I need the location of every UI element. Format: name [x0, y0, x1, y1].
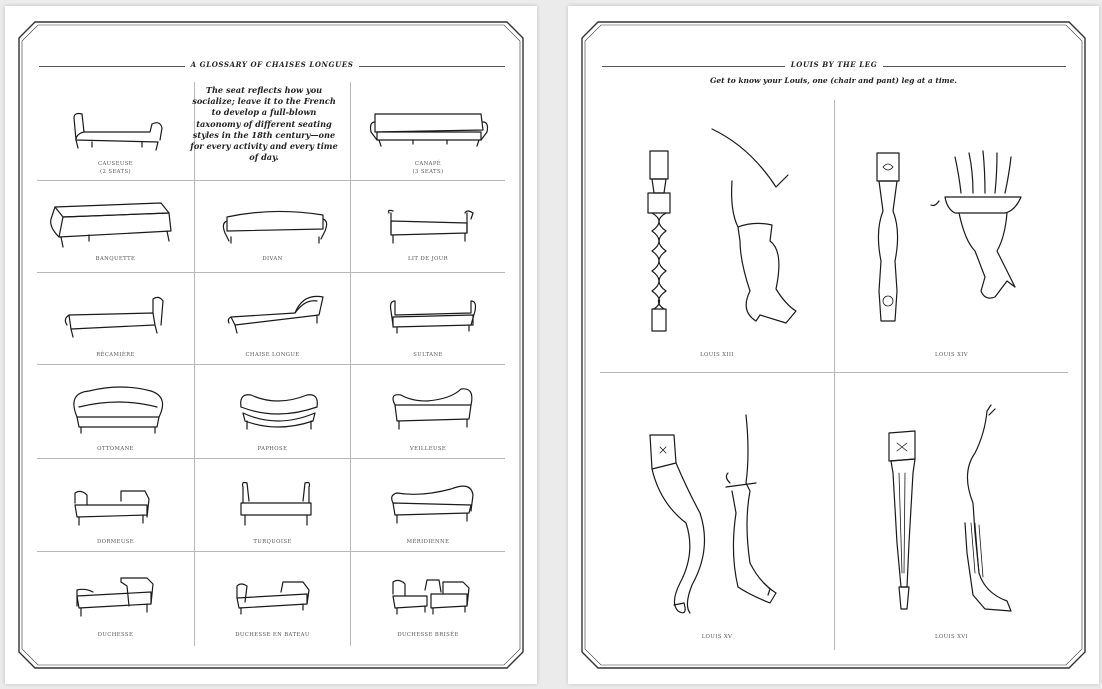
item-label: CANAPÉ — [414, 161, 442, 167]
item-label: LOUIS XIII — [700, 352, 734, 358]
louis-item — [600, 373, 834, 650]
louis-item — [835, 373, 1068, 650]
item-label: LIT DE JOUR — [408, 256, 448, 262]
louis-title: LOUIS BY THE LEG — [785, 60, 884, 69]
item-label: SULTANE — [413, 352, 443, 358]
item-label: DORMEUSE — [96, 539, 135, 545]
louis-xiii-legs-icon — [600, 101, 834, 372]
item-sublabel: (2 SEATS) — [100, 169, 131, 175]
item-label: PAPHOSE — [257, 446, 288, 452]
glossary-item — [37, 181, 194, 272]
item-label: DUCHESSE BRISÉE — [397, 632, 459, 638]
louis-xvi-legs-icon — [835, 373, 1068, 650]
item-label: MÉRIDIENNE — [406, 539, 450, 545]
item-label: TURQUOISE — [253, 539, 292, 545]
louis-xiv-legs-icon — [835, 101, 1068, 372]
item-label: CHAISE LONGUE — [245, 352, 300, 358]
glossary-item — [351, 459, 505, 551]
glossary-item — [351, 82, 505, 180]
item-label: VEILLEUSE — [409, 446, 447, 452]
glossary-title: A GLOSSARY OF CHAISES LONGUES — [185, 60, 360, 69]
louis-page — [568, 6, 1099, 684]
glossary-intro: The seat reflects how you socialize; leave it to the French to develop a full-blown taxonomy of different seating styles in the 18th century—one for every activity and every time of day. — [190, 85, 338, 163]
glossary-item — [351, 181, 505, 272]
louis-item — [600, 101, 834, 372]
item-label: LOUIS XVI — [934, 634, 969, 640]
glossary-item — [37, 552, 194, 646]
item-label: DIVAN — [262, 256, 283, 262]
glossary-item — [37, 459, 194, 551]
item-label: RÉCAMIÈRE — [96, 352, 135, 358]
glossary-item — [351, 273, 505, 364]
item-label: DUCHESSE — [97, 632, 134, 638]
glossary-page — [5, 6, 537, 684]
item-sublabel: (3 SEATS) — [412, 169, 444, 175]
item-label: DUCHESSE EN BATEAU — [235, 632, 310, 638]
glossary-item — [351, 365, 505, 458]
glossary-item — [351, 552, 505, 646]
item-label: BANQUETTE — [95, 256, 136, 262]
item-label: OTTOMANE — [97, 446, 134, 452]
glossary-item — [195, 552, 350, 646]
item-label: CAUSEUSE — [98, 161, 133, 167]
glossary-item — [195, 459, 350, 551]
glossary-item — [195, 181, 350, 272]
item-label: LOUIS XV — [701, 634, 733, 640]
louis-xv-legs-icon — [600, 373, 834, 650]
glossary-item — [37, 273, 194, 364]
glossary-item — [195, 365, 350, 458]
glossary-header — [39, 58, 505, 74]
louis-subtitle: Get to know your Louis, one (chair and pant) leg at a time. — [710, 76, 957, 85]
glossary-item — [37, 365, 194, 458]
item-label: LOUIS XIV — [934, 352, 969, 358]
glossary-item — [195, 273, 350, 364]
glossary-item — [37, 82, 194, 180]
louis-header — [602, 58, 1066, 74]
louis-item — [835, 101, 1068, 372]
